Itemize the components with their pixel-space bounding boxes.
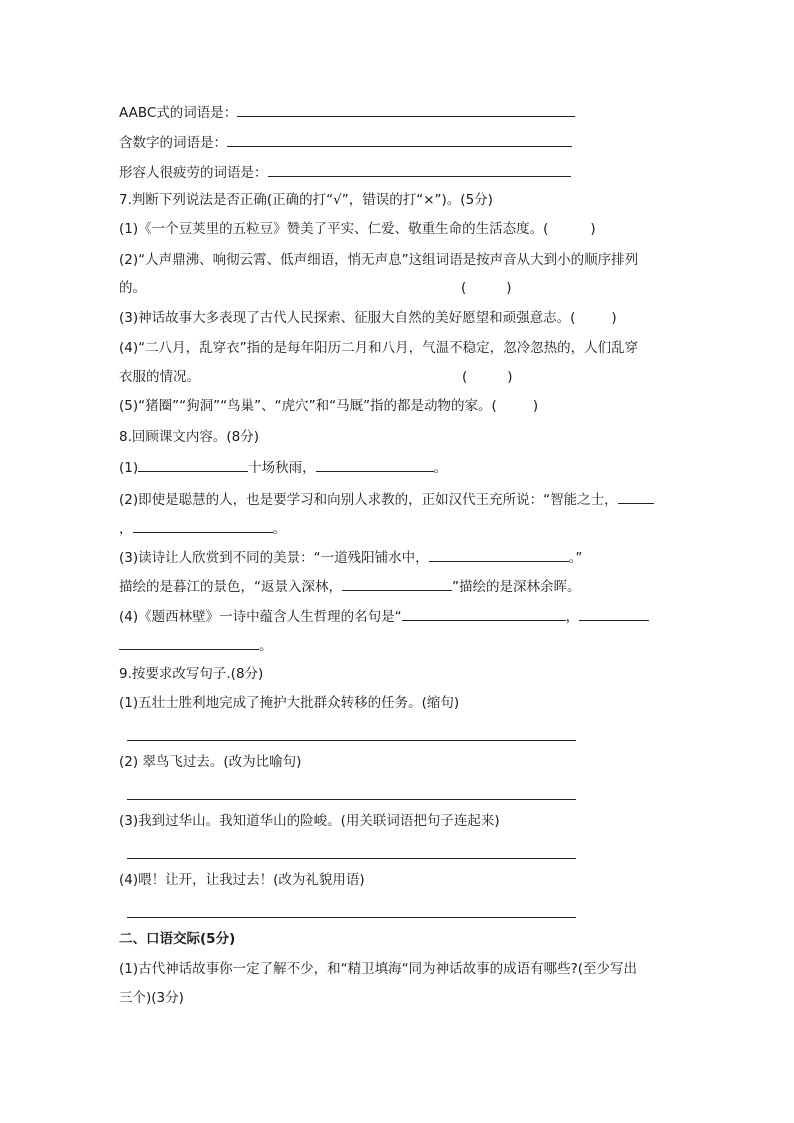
q7-item-2-line1: (2)“人声鼎沸、响彻云霄、低声细语，悄无声息”这组词语是按声音从大到小的顺序排列 <box>119 252 639 268</box>
q8-item-3-blank-a[interactable] <box>429 547 569 562</box>
q7-item-4-close: ) <box>507 369 513 385</box>
q7-item-5-text: (5)“猪圈”“狗洞”“鸟巢”、“虎穴”和“马厩”指的都是动物的家。( <box>119 398 497 414</box>
q8-item-2-line1 <box>119 489 654 509</box>
q7-heading: 7.判断下列说法是否正确(正确的打“√”，错误的打“×”)。(5分) <box>119 192 493 208</box>
q8-item-1-blank-a[interactable] <box>138 457 248 472</box>
q7-item-1-close: ) <box>590 221 596 237</box>
q7-item-1-text: (1)《一个豆荚里的五粒豆》赞美了平实、仁爱、敬重生命的生活态度。( <box>119 221 549 237</box>
q8-item-3-blank-b[interactable] <box>342 576 452 591</box>
q8-item-2-comma: ， <box>119 521 133 537</box>
q8-item-2-blank-a[interactable] <box>618 489 654 504</box>
q7-item-4-line1: (4)“二八月，乱穿衣”指的是每年阳历二月和八月，气温不稳定，忽冷忽热的，人们乱穿 <box>119 340 639 356</box>
q8-item-4-comma: ， <box>565 609 580 625</box>
q9-heading: 9.按要求改写句子.(8分) <box>119 666 264 682</box>
q7-item-2-end: 的。 <box>119 280 146 296</box>
q8-item-2-text: (2)即使是聪慧的人，也是要学习和向别人求教的，正如汉代王充所说：“智能之士， <box>119 492 618 508</box>
q7-item-3-close: ) <box>611 310 617 326</box>
aabc-words-line <box>119 102 575 122</box>
q8-item-4-end: 。 <box>259 638 273 654</box>
q8-item-2-line2 <box>119 518 286 538</box>
q8-item-3-tail: ”描绘的是深林余晖。 <box>452 579 581 595</box>
q8-item-4-line2 <box>119 635 273 655</box>
number-words-blank[interactable] <box>227 132 572 147</box>
tired-words-label: 形容人很疲劳的词语是： <box>119 165 268 181</box>
q8-item-3-line1 <box>119 547 582 567</box>
q8-item-1-mid: 十场秋雨， <box>248 460 316 476</box>
aabc-words-blank[interactable] <box>237 102 575 117</box>
q8-item-3-line2 <box>119 576 581 596</box>
tired-words-blank[interactable] <box>268 162 571 177</box>
q8-item-3-end: 。” <box>568 550 583 566</box>
q8-item-1-end: 。 <box>433 460 448 476</box>
q7-item-4-end: 衣服的情况。 <box>119 369 200 385</box>
q7-item-5 <box>119 397 538 415</box>
q8-item-4-line1 <box>119 606 649 626</box>
q7-item-4-line2 <box>119 368 513 386</box>
q8-item-4-blank-a[interactable] <box>402 606 566 621</box>
number-words-line <box>119 132 572 152</box>
aabc-words-label: AABC式的词语是： <box>119 105 238 121</box>
q8-item-1-blank-b[interactable] <box>316 457 434 472</box>
q7-item-2-line2 <box>119 279 512 297</box>
q7-item-3 <box>119 309 617 327</box>
q8-item-2-end: 。 <box>272 521 286 537</box>
q7-item-2-open: ( <box>461 280 467 296</box>
section-2-item-1-line2: 三个)(3分) <box>119 990 184 1006</box>
q8-item-2-blank-b[interactable] <box>133 518 273 533</box>
q9-item-2: (2) 翠鸟飞过去。(改为比喻句) <box>119 754 302 770</box>
q9-item-4: (4)喂！让开，让我过去！(改为礼貌用语) <box>119 872 365 888</box>
q9-item-1-answer-line[interactable] <box>127 740 576 741</box>
q8-item-3-text: (3)读诗让人欣赏到不同的美景：“一道残阳铺水中， <box>119 550 429 566</box>
q8-item-4-blank-c[interactable] <box>119 635 259 650</box>
q9-item-3-answer-line[interactable] <box>127 858 576 859</box>
tired-words-line <box>119 162 571 182</box>
q7-item-3-text: (3)神话故事大多表现了古代人民探索、征服大自然的美好愿望和顽强意志。( <box>119 310 576 326</box>
q8-heading: 8.回顾课文内容。(8分) <box>119 429 260 445</box>
q7-item-4-open: ( <box>462 369 468 385</box>
q8-item-1-num: (1) <box>119 460 139 476</box>
q9-item-1: (1)五壮士胜利地完成了掩护大批群众转移的任务。(缩句) <box>119 695 460 711</box>
q8-item-1 <box>119 457 447 477</box>
q8-item-3-desc: 描绘的是暮江的景色，“返景入深林， <box>119 579 342 595</box>
q7-item-5-close: ) <box>532 398 539 414</box>
q8-item-4-blank-b[interactable] <box>579 606 649 621</box>
q7-item-1 <box>119 220 596 238</box>
q9-item-4-answer-line[interactable] <box>127 917 576 918</box>
q8-item-4-text: (4)《题西林壁》一诗中蕴含人生哲理的名句是“ <box>119 609 402 625</box>
section-2-item-1-line1: (1)古代神话故事你一定了解不少，和“精卫填海“同为神话故事的成语有哪些?(至少写出 <box>119 961 638 977</box>
q7-item-2-close: ) <box>506 280 512 296</box>
q9-item-2-answer-line[interactable] <box>127 799 576 800</box>
q9-item-3: (3)我到过华山。我知道华山的险峻。(用关联词语把句子连起来) <box>119 813 500 829</box>
section-2-heading: 二、口语交际(5分) <box>119 931 236 947</box>
number-words-label: 含数字的词语是： <box>119 135 227 151</box>
